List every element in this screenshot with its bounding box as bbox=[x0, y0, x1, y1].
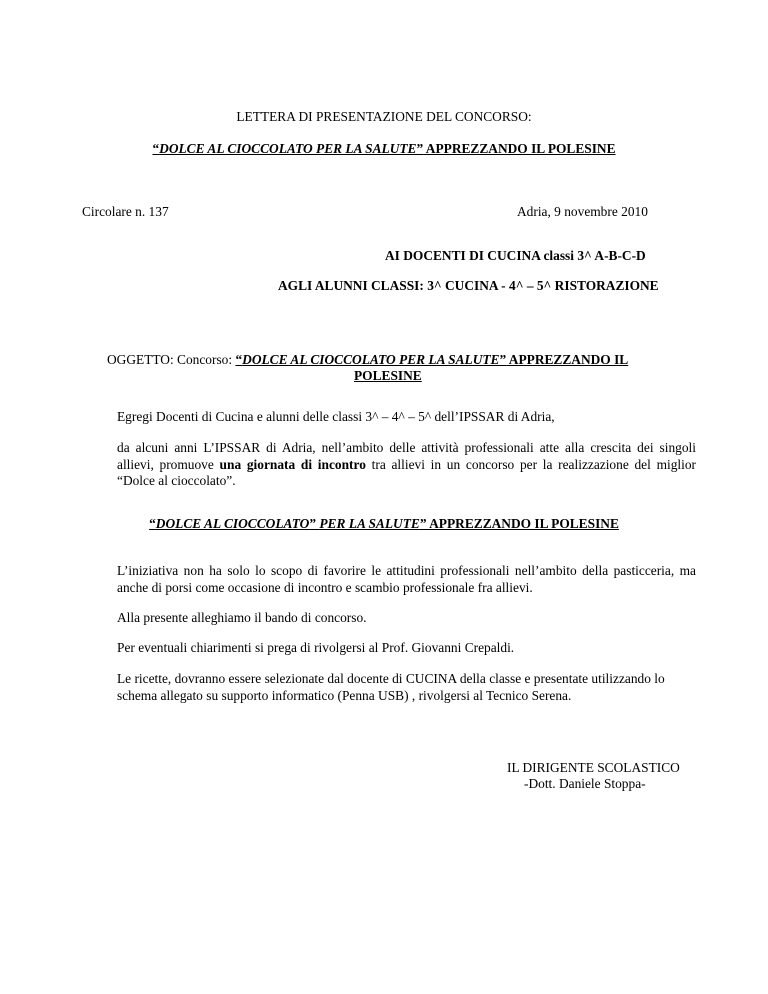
contest-heading-italic-2: PER LA SALUTE bbox=[319, 516, 420, 531]
contest-title-italic: DOLCE AL CIOCCOLATO PER LA SALUTE bbox=[159, 141, 417, 156]
greeting: Egregi Docenti di Cucina e alunni delle classi 3^ – 4^ – 5^ dell’IPSSAR di Adria, bbox=[117, 409, 555, 424]
signature-role: IL DIRIGENTE SCOLASTICO bbox=[507, 760, 680, 775]
paragraph-attachment: Alla presente alleghiamo il bando di concorso. bbox=[117, 610, 367, 625]
quote-mid: ” bbox=[309, 516, 320, 531]
paragraph-intro-end: tra allievi in un concorso per la realizzazione del miglior “Dolce al cioccolato”. bbox=[117, 456, 696, 488]
place-date: Adria, 9 novembre 2010 bbox=[517, 204, 648, 219]
quote-open: “ bbox=[152, 141, 160, 156]
subject-title-italic: DOLCE AL CIOCCOLATO PER LA SALUTE bbox=[242, 352, 500, 367]
circolare-number: Circolare n. 137 bbox=[82, 204, 169, 219]
contest-title-rest: APPREZZANDO IL POLESINE bbox=[423, 141, 616, 156]
contest-heading-italic-1: DOLCE AL CIOCCOLATO bbox=[155, 516, 310, 531]
subject-title-rest: APPREZZANDO IL bbox=[506, 352, 629, 367]
paragraph-purpose-text: L’iniziativa non ha solo lo scopo di favorire le attitudini professionali nell’ambito della pasticceria, ma anche di porsi come occasione di incontro e scambio professionale fra allievi. bbox=[117, 563, 696, 595]
contest-heading bbox=[0, 516, 768, 532]
paragraph-intro bbox=[117, 440, 696, 490]
quote-close: ” bbox=[416, 141, 424, 156]
quote-open: “ bbox=[149, 516, 156, 531]
quote-open: “ bbox=[235, 352, 243, 367]
recipients-students: AGLI ALUNNI CLASSI: 3^ CUCINA - 4^ – 5^ RISTORAZIONE bbox=[278, 278, 659, 293]
contest-title bbox=[0, 141, 768, 157]
subject-line bbox=[107, 352, 628, 368]
recipients-teachers: AI DOCENTI DI CUCINA classi 3^ A-B-C-D bbox=[385, 248, 646, 263]
letter-title bbox=[0, 109, 768, 125]
paragraph-purpose bbox=[117, 563, 696, 596]
subject-title bbox=[235, 352, 628, 367]
paragraph-intro-start: da alcuni anni L’IPSSAR di Adria, nell’ambito delle attività professionali atte alla crescita dei singoli allievi, promuove bbox=[117, 440, 696, 472]
paragraph-intro-bold: una giornata di incontro bbox=[219, 456, 366, 472]
subject-label: OGGETTO: Concorso: bbox=[107, 352, 236, 367]
subject-line-2: POLESINE bbox=[354, 368, 422, 383]
quote-close: ” bbox=[499, 352, 507, 367]
paragraph-recipes-line-1: Le ricette, dovranno essere selezionate dal docente di CUCINA della classe e presentate utilizzando lo bbox=[117, 671, 665, 686]
letter-title-text: LETTERA DI PRESENTAZIONE DEL CONCORSO: bbox=[236, 109, 532, 124]
paragraph-recipes-line-2: schema allegato su supporto informatico (Penna USB) , rivolgersi al Tecnico Serena. bbox=[117, 688, 572, 703]
paragraph-contact: Per eventuali chiarimenti si prega di rivolgersi al Prof. Giovanni Crepaldi. bbox=[117, 640, 515, 655]
signature-name: -Dott. Daniele Stoppa- bbox=[524, 776, 646, 791]
quote-close: ” bbox=[419, 516, 427, 531]
contest-heading-rest: APPREZZANDO IL POLESINE bbox=[426, 516, 619, 531]
